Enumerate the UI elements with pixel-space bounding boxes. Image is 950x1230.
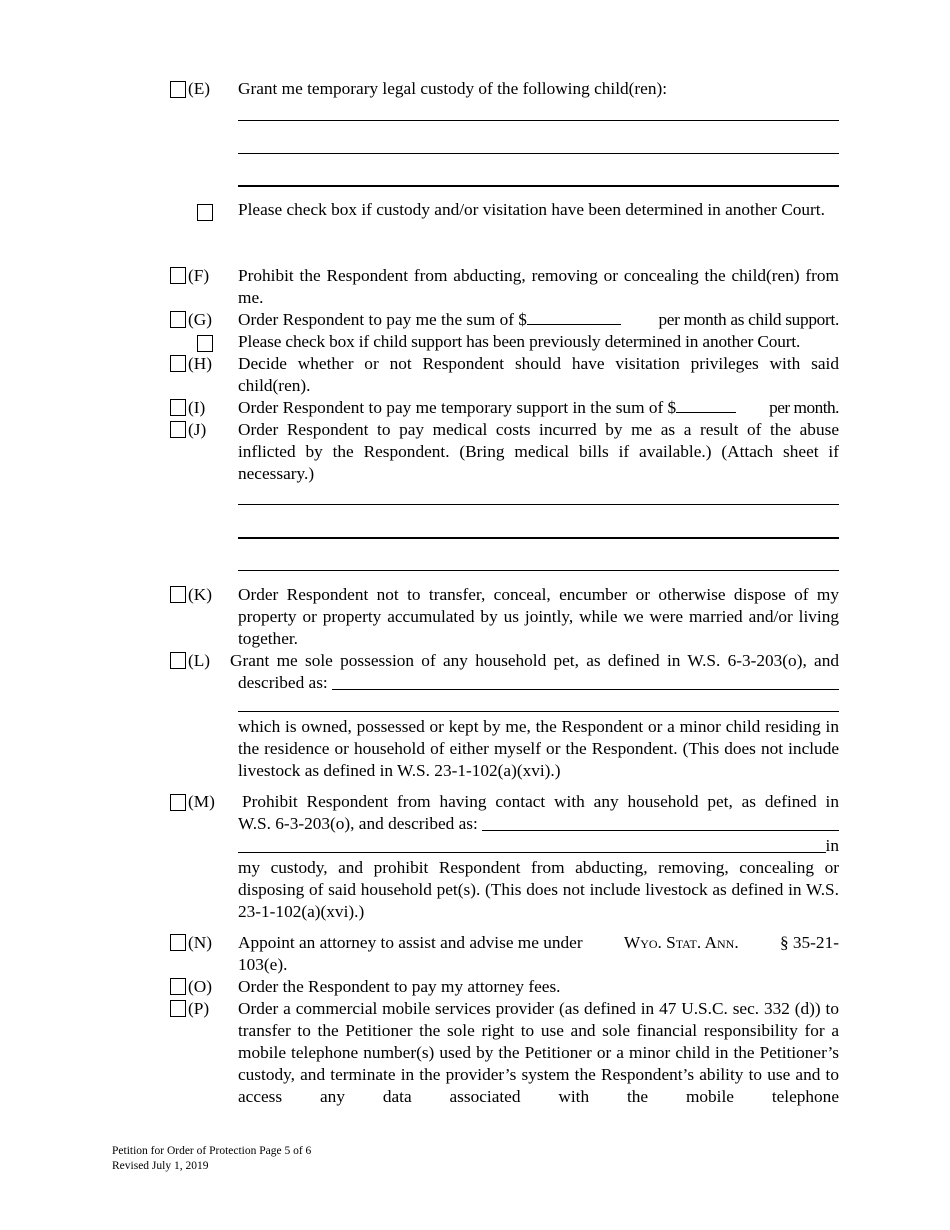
blank-line-j-1[interactable] [238,504,839,505]
checkbox-e[interactable] [170,81,186,98]
item-text-m-line3 [238,835,839,857]
item-text-f: Prohibit the Respondent from abducting, removing or concealing the child(ren) from me. [238,266,839,307]
child-support-amount-field[interactable] [527,309,621,325]
pet-description-field-m-2[interactable] [238,835,826,853]
item-label-k: (K) [188,585,212,604]
item-text-o: Order the Respondent to pay my attorney fees. [238,977,561,996]
item-label-e: (E) [188,79,211,98]
item-text-n-statute: Wyo. Stat. Ann. [623,933,739,952]
item-label-o: (O) [188,977,212,996]
item-text-n-before: Appoint an attorney to assist and advise me under [238,933,583,952]
pet-description-field-m[interactable] [482,813,839,831]
item-text-l-line1: Grant me sole possession of any household pet, as defined in W.S. 6-3-203(o), and [230,651,839,670]
item-text-m-line2 [238,813,839,835]
item-text-m-line1: Prohibit Respondent from having contact with any household pet, as defined in [242,792,839,811]
item-label-n: (N) [188,933,212,952]
item-text-m-in: in [825,836,839,855]
item-text-m-cont: my custody, and prohibit Respondent from abducting, removing, concealing or disposing of said household pet(s). (This does not include livestock as defined in W.S. 23-1-102(a)(xvi).) [238,858,839,921]
checkbox-f[interactable] [170,267,186,284]
checkbox-j[interactable] [170,421,186,438]
item-text-g-after: per month as child support. [658,310,839,329]
item-label-p: (P) [188,999,210,1018]
item-label-l: (L) [188,651,211,670]
item-text-n-line1 [238,932,839,954]
checkbox-child-support-determined[interactable] [197,335,213,352]
item-text-l-cont: which is owned, possessed or kept by me, the Respondent or a minor child residing in the residence or household of either myself or the Respondent. (This does not include livestock as defined in W.S. 23-1-102(a)(xvi).) [238,717,839,780]
pet-description-field-l[interactable] [332,672,839,690]
blank-line-e-3[interactable] [238,185,839,187]
item-label-m: (M) [188,792,215,811]
footer-page-info: Petition for Order of Protection Page 5 of 6 [112,1145,312,1157]
checkbox-n[interactable] [170,934,186,951]
item-text-h: Decide whether or not Respondent should have visitation privileges with said child(ren). [238,354,839,395]
item-text-m-described: W.S. 6-3-203(o), and described as: [238,814,478,833]
item-text-p: Order a commercial mobile services provider (as defined in 47 U.S.C. sec. 332 (d)) to transfer to the Petitioner the sole right to use and sole financial responsibility for a mobile telephone number(s) used by the Petitioner or a minor child in the Petitioner’s custody, and terminate in the provider’s system the Respondent’s ability to use and to access any data associated with the mobile telephone [238,999,839,1106]
item-text-i [238,397,839,419]
checkbox-k[interactable] [170,586,186,603]
blank-line-l-2[interactable] [238,711,839,712]
checkbox-custody-determined[interactable] [197,204,213,221]
footer-revision: Revised July 1, 2019 [112,1160,209,1172]
item-label-j: (J) [188,420,207,439]
item-label-g: (G) [188,310,212,329]
item-text-l-line2 [238,672,839,694]
checkbox-p[interactable] [170,1000,186,1017]
item-text-l-described: described as: [238,673,328,692]
item-text-i-after: per month. [769,398,839,417]
checkbox-m[interactable] [170,794,186,811]
item-label-i: (I) [188,398,206,417]
blank-line-j-3[interactable] [238,570,839,571]
item-text-j: Order Respondent to pay medical costs incurred by me as a result of the abuse inflicted by the Respondent. (Bring medical bills if available.) (Attach sheet if necessary.) [238,420,839,483]
blank-line-e-2[interactable] [238,153,839,154]
item-text-n-line2: 103(e). [238,955,288,974]
item-label-h: (H) [188,354,212,373]
item-text-g-before: Order Respondent to pay me the sum of $ [238,310,527,329]
checkbox-l[interactable] [170,652,186,669]
item-text-n-after: § 35-21- [779,933,839,952]
checkbox-g[interactable] [170,311,186,328]
item-text-k: Order Respondent not to transfer, conceal, encumber or otherwise dispose of my property or property accumulated by us jointly, while we were married and/or living together. [238,585,839,648]
blank-line-e-1[interactable] [238,120,839,121]
item-text-e: Grant me temporary legal custody of the following child(ren): [238,79,668,98]
item-text-g [238,309,839,331]
item-text-child-support-note: Please check box if child support has been previously determined in another Court. [238,332,801,351]
blank-line-j-2[interactable] [238,537,839,539]
temporary-support-amount-field[interactable] [676,397,736,413]
item-text-i-before: Order Respondent to pay me temporary support in the sum of $ [238,398,677,417]
checkbox-i[interactable] [170,399,186,416]
item-text-custody-note: Please check box if custody and/or visitation have been determined in another Court. [238,200,825,219]
checkbox-h[interactable] [170,355,186,372]
checkbox-o[interactable] [170,978,186,995]
item-label-f: (F) [188,266,210,285]
